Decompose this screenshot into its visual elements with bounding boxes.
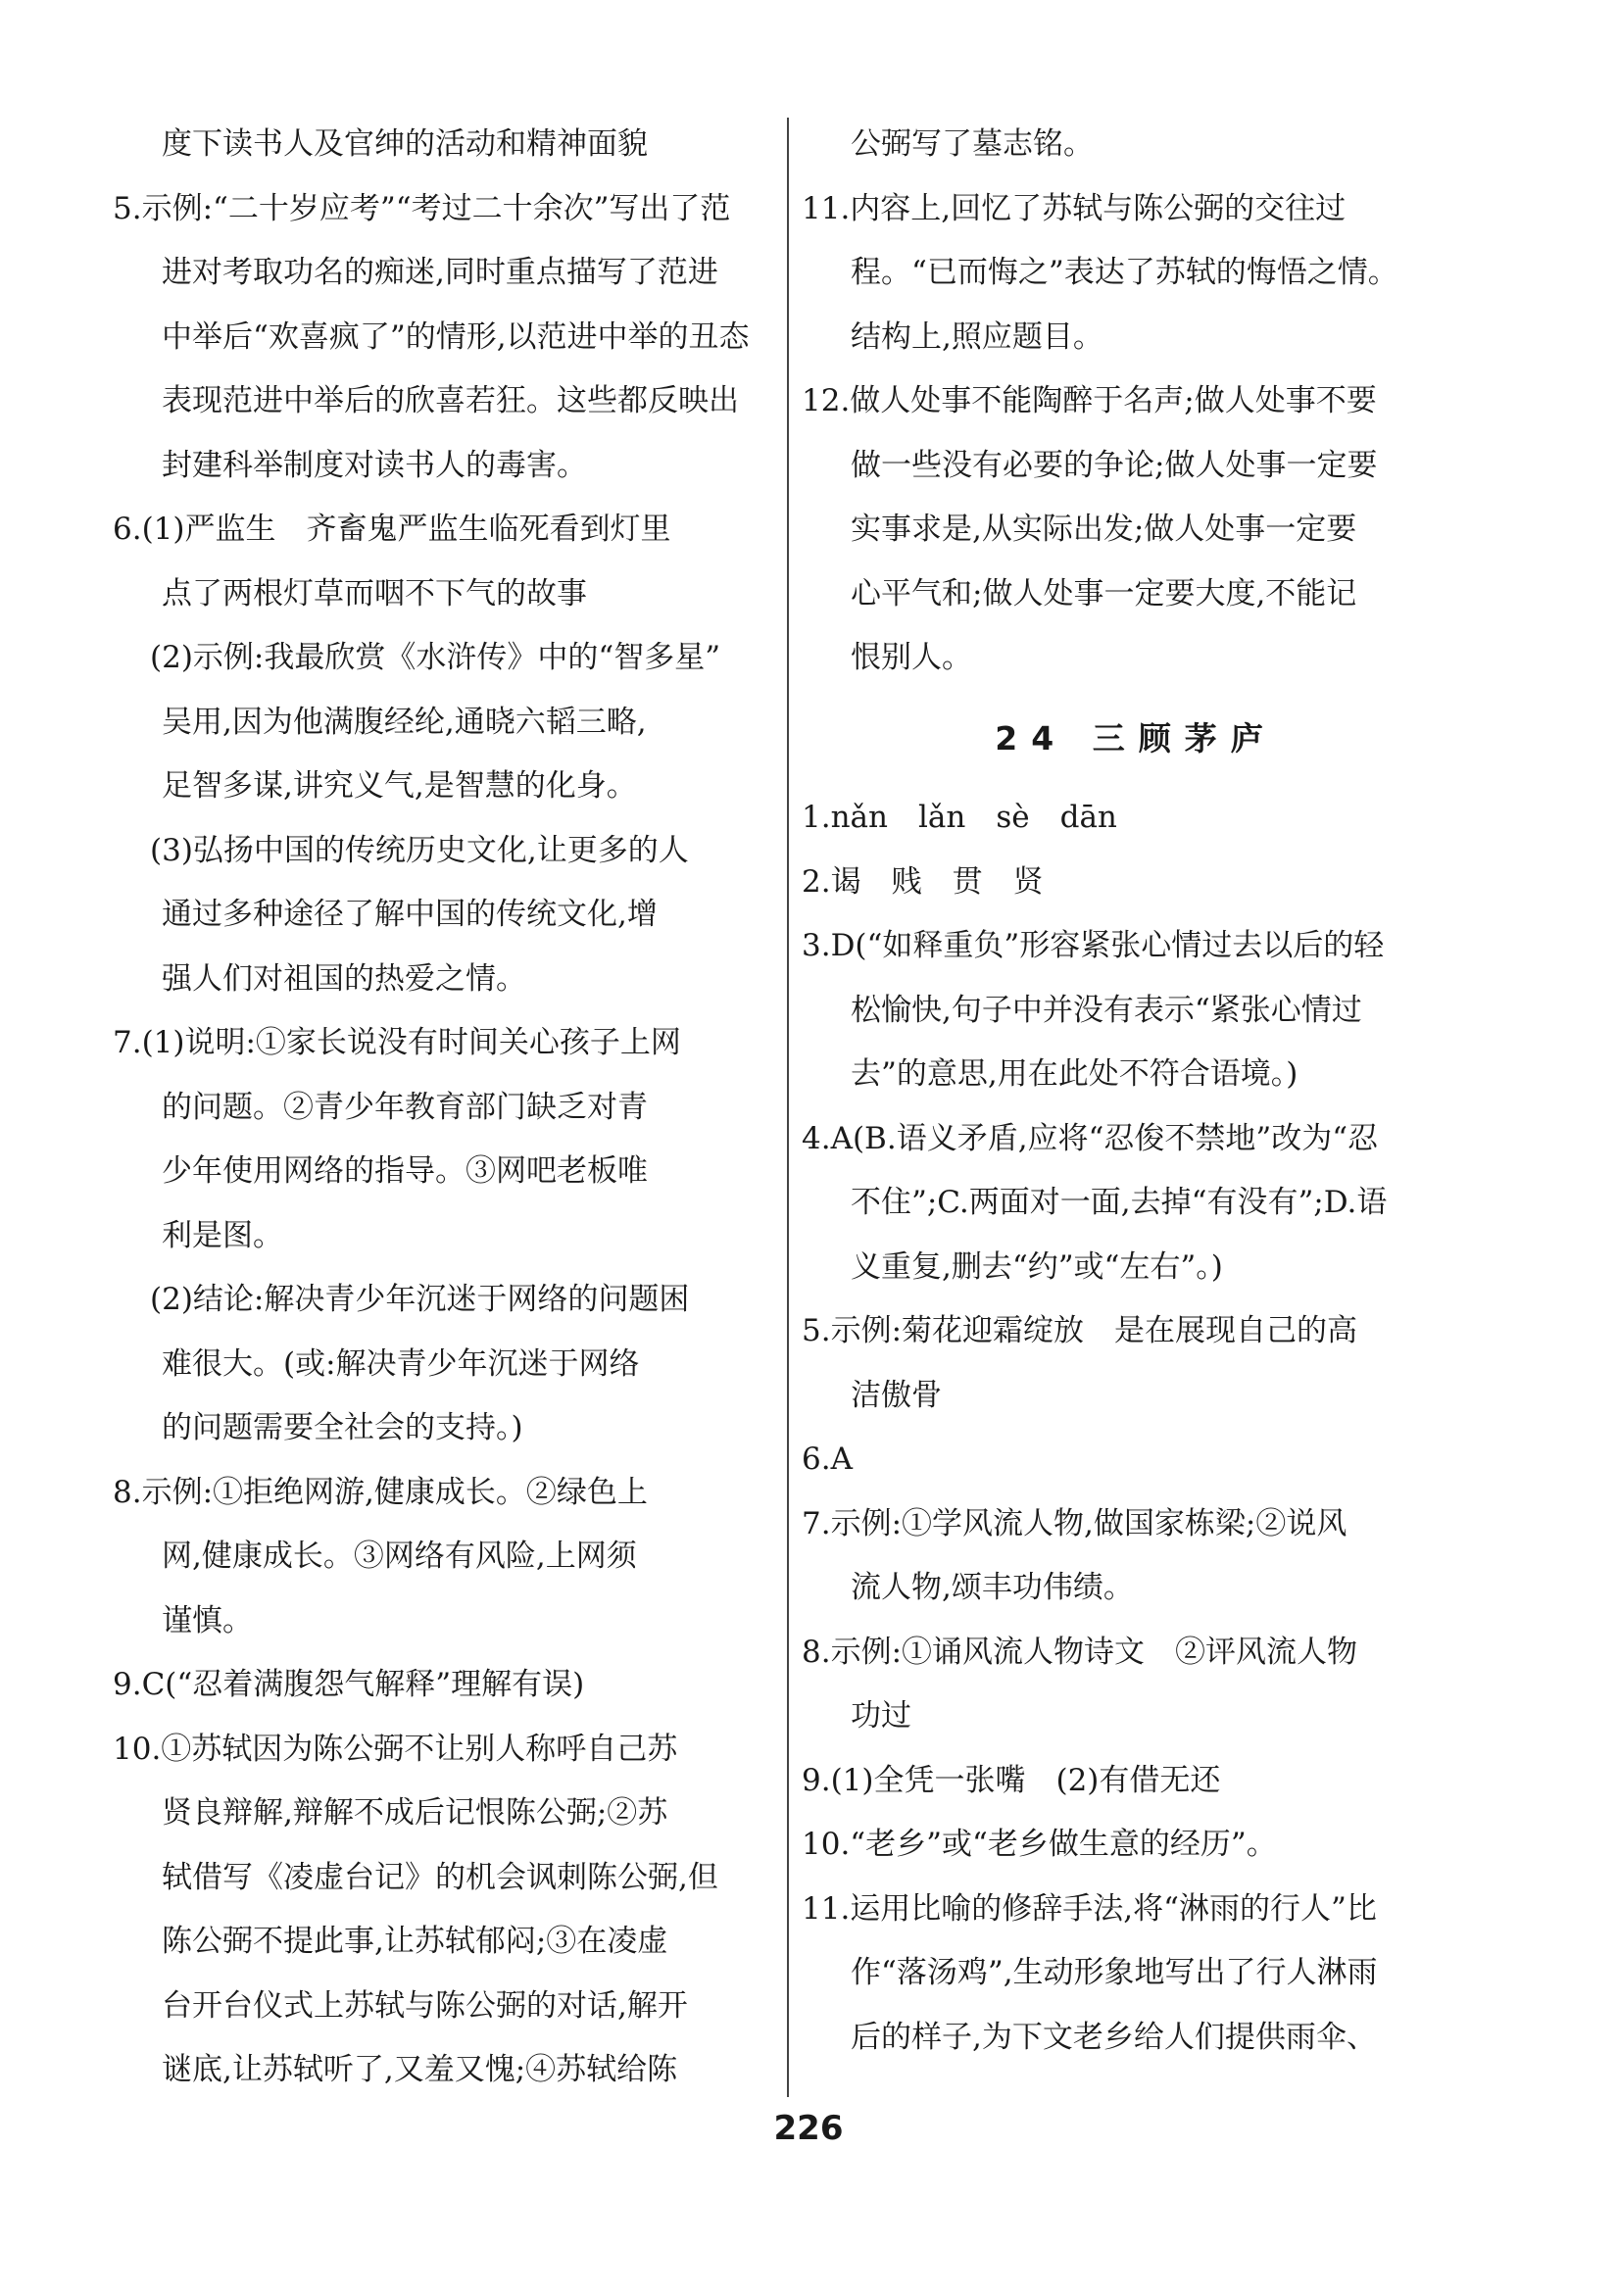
text-line: 台开台仪式上苏轼与陈公弼的对话,解开 bbox=[162, 1987, 688, 2024]
text-line: 强人们对祖国的热爱之情。 bbox=[162, 960, 526, 997]
text-line: 公弼写了墓志铭。 bbox=[851, 126, 1094, 162]
text-line: 的问题。②青少年教育部门缺乏对青 bbox=[162, 1089, 648, 1125]
text-line: 7.(1)说明:①家长说没有时间关心孩子上网 bbox=[113, 1025, 681, 1060]
text-line: 通过多种途径了解中国的传统文化,增 bbox=[162, 897, 658, 932]
text-line: 谨慎。 bbox=[162, 1602, 253, 1638]
section-heading: 24 三顾茅庐 bbox=[995, 718, 1277, 757]
text-line: 洁傲骨 bbox=[851, 1377, 942, 1413]
text-line: 3.D(“如释重负”形容紧张心情过去以后的轻 bbox=[802, 928, 1385, 963]
text-line: 网,健康成长。③网络有风险,上网须 bbox=[162, 1539, 637, 1574]
text-line: 11.内容上,回忆了苏轼与陈公弼的交往过 bbox=[802, 190, 1347, 226]
section-gap bbox=[802, 770, 1470, 786]
text-line: 足智多谋,讲究义气,是智慧的化身。 bbox=[162, 768, 637, 804]
text-line: 松愉快,句子中并没有表示“紧张心情过 bbox=[851, 992, 1362, 1028]
right-column-bottom bbox=[802, 786, 1470, 2070]
text-line: 6.(1)严监生 齐畜鬼严监生临死看到灯里 bbox=[113, 512, 671, 547]
text-line: 实事求是,从实际出发;做人处事一定要 bbox=[851, 512, 1357, 547]
text-line: 心平气和;做人处事一定要大度,不能记 bbox=[851, 575, 1357, 611]
text-line: 义重复,删去“约”或“左右”。) bbox=[851, 1248, 1223, 1285]
text-line: 流人物,颂丰功伟绩。 bbox=[851, 1570, 1134, 1605]
left-column bbox=[113, 113, 767, 2103]
right-column bbox=[802, 113, 1470, 2070]
text-line: 9.C(“忍着满腹怨气解释”理解有误) bbox=[113, 1667, 585, 1702]
text-line: 1.nǎn lǎn sè dān bbox=[802, 800, 1117, 835]
text-line: 的问题需要全社会的支持。) bbox=[162, 1410, 523, 1445]
text-line: 5.示例:菊花迎霜绽放 是在展现自己的高 bbox=[802, 1313, 1358, 1348]
text-line: 8.示例:①诵风流人物诗文 ②评风流人物 bbox=[802, 1634, 1358, 1670]
text-line: 吴用,因为他满腹经纶,通晓六韬三略, bbox=[162, 704, 647, 740]
text-line: 陈公弼不提此事,让苏轼郁闷;③在凌虚 bbox=[162, 1924, 668, 1959]
text-line: 2.谒 贱 贯 贤 bbox=[802, 863, 1044, 900]
text-line: 5.示例:“二十岁应考”“考过二十余次”写出了范 bbox=[113, 190, 731, 226]
text-line: 10.①苏轼因为陈公弼不让别人称呼自己苏 bbox=[113, 1731, 678, 1767]
text-line: (2)结论:解决青少年沉迷于网络的问题困 bbox=[150, 1282, 690, 1317]
text-line: 去”的意思,用在此处不符合语境。) bbox=[851, 1056, 1298, 1092]
text-line: 后的样子,为下文老乡给人们提供雨伞、 bbox=[851, 2019, 1377, 2055]
text-line: 11.运用比喻的修辞手法,将“淋雨的行人”比 bbox=[802, 1890, 1377, 1927]
section-gap bbox=[802, 691, 1470, 707]
text-line: 不住”;C.两面对一面,去掉“有没有”;D.语 bbox=[851, 1185, 1388, 1220]
text-line: 6.A bbox=[802, 1441, 853, 1477]
text-line: 9.(1)全凭一张嘴 (2)有借无还 bbox=[802, 1762, 1221, 1798]
text-line: 难很大。(或:解决青少年沉迷于网络 bbox=[162, 1345, 640, 1382]
text-line: 恨别人。 bbox=[851, 640, 972, 675]
text-line: 利是图。 bbox=[162, 1217, 283, 1253]
text-line: 少年使用网络的指导。③网吧老板唯 bbox=[162, 1153, 648, 1189]
text-line: (3)弘扬中国的传统历史文化,让更多的人 bbox=[150, 832, 689, 868]
page-number: 226 bbox=[773, 2109, 844, 2148]
text-line: 进对考取功名的痴迷,同时重点描写了范进 bbox=[162, 255, 718, 290]
right-column-top bbox=[802, 113, 1470, 691]
text-line: 度下读书人及官绅的活动和精神面貌 bbox=[162, 126, 648, 162]
text-line: 程。“已而悔之”表达了苏轼的悔悟之情。 bbox=[851, 255, 1398, 290]
text-line: 表现范进中举后的欣喜若狂。这些都反映出 bbox=[162, 383, 739, 418]
text-line: 4.A(B.语义矛盾,应将“忍俊不禁地”改为“忍 bbox=[802, 1120, 1379, 1156]
text-line: 12.做人处事不能陶醉于名声;做人处事不要 bbox=[802, 383, 1377, 418]
column-divider bbox=[787, 118, 789, 2097]
text-line: 10.“老乡”或“老乡做生意的经历”。 bbox=[802, 1827, 1277, 1862]
text-line: 点了两根灯草而咽不下气的故事 bbox=[162, 575, 587, 611]
text-line: 功过 bbox=[851, 1698, 911, 1734]
text-line: 结构上,照应题目。 bbox=[851, 318, 1103, 355]
text-line: 7.示例:①学风流人物,做国家栋梁;②说风 bbox=[802, 1505, 1348, 1541]
text-line: 作“落汤鸡”,生动形象地写出了行人淋雨 bbox=[851, 1955, 1378, 1990]
text-line: 轼借写《凌虚台记》的机会讽刺陈公弼,但 bbox=[162, 1859, 718, 1895]
text-line: 贤良辩解,辩解不成后记恨陈公弼;②苏 bbox=[162, 1795, 668, 1831]
text-line: 做一些没有必要的争论;做人处事一定要 bbox=[851, 447, 1378, 483]
text-line: 谜底,让苏轼听了,又羞又愧;④苏轼给陈 bbox=[162, 2052, 678, 2087]
text-line: 中举后“欢喜疯了”的情形,以范进中举的丑态 bbox=[162, 318, 750, 355]
text-line: 8.示例:①拒绝网游,健康成长。②绿色上 bbox=[113, 1474, 648, 1510]
text-line: 封建科举制度对读书人的毒害。 bbox=[162, 447, 587, 483]
text-line: (2)示例:我最欣赏《水浒传》中的“智多星” bbox=[150, 640, 721, 675]
